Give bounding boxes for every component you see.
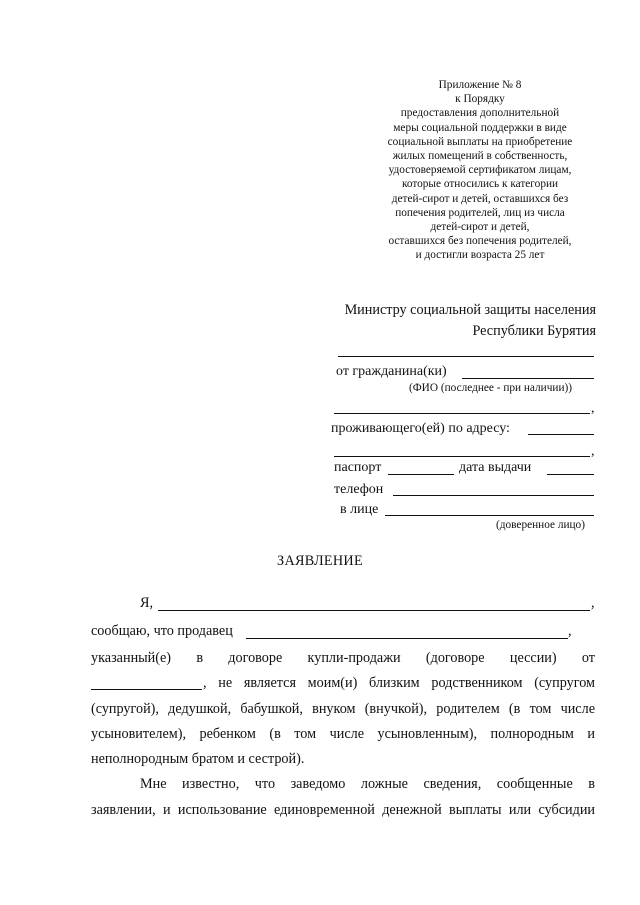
contract-word: от — [581, 650, 595, 666]
passport-label: паспорт — [334, 460, 382, 475]
contract-word: цессии) — [509, 650, 557, 666]
annex-line: меры социальной поддержки в виде — [393, 121, 567, 134]
applicant-name-blank-line[interactable] — [158, 610, 590, 611]
contract-word: купли-продажи — [307, 650, 401, 666]
annex-line: детей-сирот и детей, оставшихся без — [391, 192, 569, 205]
fio-hint: (ФИО (последнее - при наличии)) — [409, 382, 573, 394]
annex-line: попечения родителей, лиц из числа — [395, 206, 565, 219]
body-line: (супругой), дедушкой, бабушкой, внуком (внучкой), родителем (в том числе — [91, 701, 595, 717]
body-line: , не является моим(и) близким родственником (супругом — [203, 675, 595, 691]
addressee-block — [326, 300, 596, 342]
annex-line: жилых помещений в собственность, — [392, 150, 568, 163]
contract-line — [91, 647, 595, 669]
in-person-label: в лице — [340, 502, 379, 517]
addressee-blank-line[interactable] — [338, 356, 594, 357]
annex-block — [360, 78, 600, 263]
annex-line: и достигли возраста 25 лет — [415, 249, 545, 262]
body-line: неполнородным братом и сестрой). — [91, 751, 305, 767]
annex-line: социальной выплаты на приобретение — [387, 135, 573, 148]
passport-blank-line[interactable] — [388, 474, 454, 475]
comma: , — [591, 595, 595, 611]
from-blank-line[interactable] — [462, 378, 594, 379]
fio-blank-line[interactable] — [334, 413, 590, 414]
body-line: Мне известно, что заведомо ложные сведения, сообщенные в — [140, 776, 595, 792]
annex-line: которые относились к категории — [401, 178, 559, 191]
annex-line: оставшихся без попечения родителей, — [388, 235, 572, 248]
trustee-hint: (доверенное лицо) — [496, 519, 585, 531]
comma: , — [591, 401, 595, 416]
body-line: заявлении, и использование единовременной денежной выплаты или субсидии — [91, 802, 595, 818]
comma: , — [568, 623, 572, 639]
annex-line: предоставления дополнительной — [400, 107, 560, 120]
contract-date-blank-line[interactable] — [91, 689, 202, 690]
addressee-line: Республики Бурятия — [472, 323, 596, 339]
annex-line: к Порядку — [455, 93, 505, 106]
addressee-line: Министру социальной защиты населения — [344, 302, 596, 318]
seller-label: сообщаю, что продавец — [91, 623, 233, 639]
i-label: Я, — [140, 595, 154, 611]
body-line: усыновителем), ребенком (в том числе усыновленным), полнородным и — [91, 726, 595, 742]
address-blank-line[interactable] — [528, 434, 594, 435]
comma: , — [591, 444, 595, 459]
phone-blank-line[interactable] — [393, 495, 594, 496]
annex-line: Приложение № 8 — [438, 79, 522, 91]
contract-word: (договоре — [425, 650, 485, 666]
issue-date-blank-line[interactable] — [547, 474, 594, 475]
contract-word: договоре — [228, 650, 283, 666]
contract-word: указанный(е) — [91, 650, 172, 666]
issue-date-label: дата выдачи — [459, 460, 532, 475]
seller-blank-line[interactable] — [246, 638, 568, 639]
address-blank-line-2[interactable] — [334, 456, 590, 457]
phone-label: телефон — [334, 482, 384, 497]
contract-word: в — [196, 650, 204, 666]
annex-line: детей-сирот и детей, — [430, 221, 530, 234]
document-title: ЗАЯВЛЕНИЕ — [277, 553, 363, 569]
annex-line: удостоверяемой сертификатом лицам, — [388, 164, 572, 177]
address-label: проживающего(ей) по адресу: — [331, 421, 510, 436]
trustee-blank-line[interactable] — [385, 515, 594, 516]
from-label: от гражданина(ки) — [336, 364, 447, 379]
